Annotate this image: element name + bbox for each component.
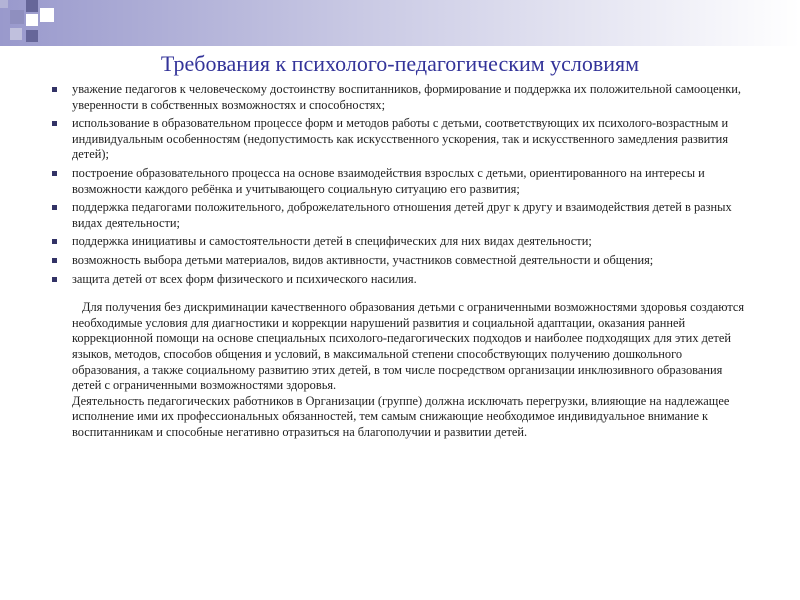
slide-body bbox=[52, 82, 752, 440]
list-item: защита детей от всех форм физического и психического насилия. bbox=[52, 272, 752, 288]
requirements-list bbox=[52, 82, 752, 287]
decor-square bbox=[10, 28, 22, 40]
decor-square bbox=[26, 30, 38, 42]
square-bullet-icon bbox=[52, 121, 57, 126]
list-item: поддержка инициативы и самостоятельности детей в специфических для них видах деятельности; bbox=[52, 234, 752, 250]
list-item: возможность выбора детьми материалов, видов активности, участников совместной деятельности и общения; bbox=[52, 253, 752, 269]
square-bullet-icon bbox=[52, 239, 57, 244]
square-bullet-icon bbox=[52, 87, 57, 92]
body-paragraphs bbox=[52, 300, 752, 440]
decor-square bbox=[0, 0, 8, 8]
decor-square bbox=[26, 14, 38, 26]
decor-square bbox=[40, 8, 54, 22]
list-item: уважение педагогов к человеческому достоинству воспитанников, формирование и поддержка их положительной самооценки, уверенности в собственных возможностях и способностях; bbox=[52, 82, 752, 113]
decor-square bbox=[26, 0, 38, 12]
list-item: использование в образовательном процессе форм и методов работы с детьми, соответствующих их психолого-возрастным и индивидуальным особенностям (недопустимость как искусственного ускорения, так и искусственного замедления развития детей); bbox=[52, 116, 752, 163]
decor-square bbox=[10, 10, 24, 24]
square-bullet-icon bbox=[52, 258, 57, 263]
square-bullet-icon bbox=[52, 205, 57, 210]
square-bullet-icon bbox=[52, 171, 57, 176]
header-band bbox=[0, 0, 800, 46]
list-item: поддержка педагогами положительного, доброжелательного отношения детей друг к другу и взаимодействия детей в разных видах деятельности; bbox=[52, 200, 752, 231]
square-bullet-icon bbox=[52, 277, 57, 282]
list-item: построение образовательного процесса на основе взаимодействия взрослых с детьми, ориентированного на интересы и возможности каждого ребёнка и учитывающего социальную ситуацию его развития; bbox=[52, 166, 752, 197]
paragraph-inclusive-education: Для получения без дискриминации качественного образования детьми с ограниченными возможностями здоровья создаются необходимые условия для диагностики и коррекции нарушений развития и социальной адаптации, оказания ранней коррекционной помощи на основе специальных психолого-педагогических подходов и наиболее подходящих для этих детей языков, методов, способов общения и условий, в максимальной степени способствующих получению дошкольного образования, а также социальному развитию этих детей, в том числе посредством организации инклюзивного образования детей с ограниченными возможностями здоровья. bbox=[72, 300, 745, 393]
slide-title: Требования к психолого-педагогическим условиям bbox=[160, 51, 640, 76]
paragraph-teacher-workload: Деятельность педагогических работников в Организации (группе) должна исключать перегрузки, влияющие на надлежащее исполнение ими их профессиональных обязанностей, тем самым снижающие необходимое индивидуальное внимание к воспитанникам и способные негативно отразиться на благополучии и развитии детей. bbox=[72, 393, 730, 439]
